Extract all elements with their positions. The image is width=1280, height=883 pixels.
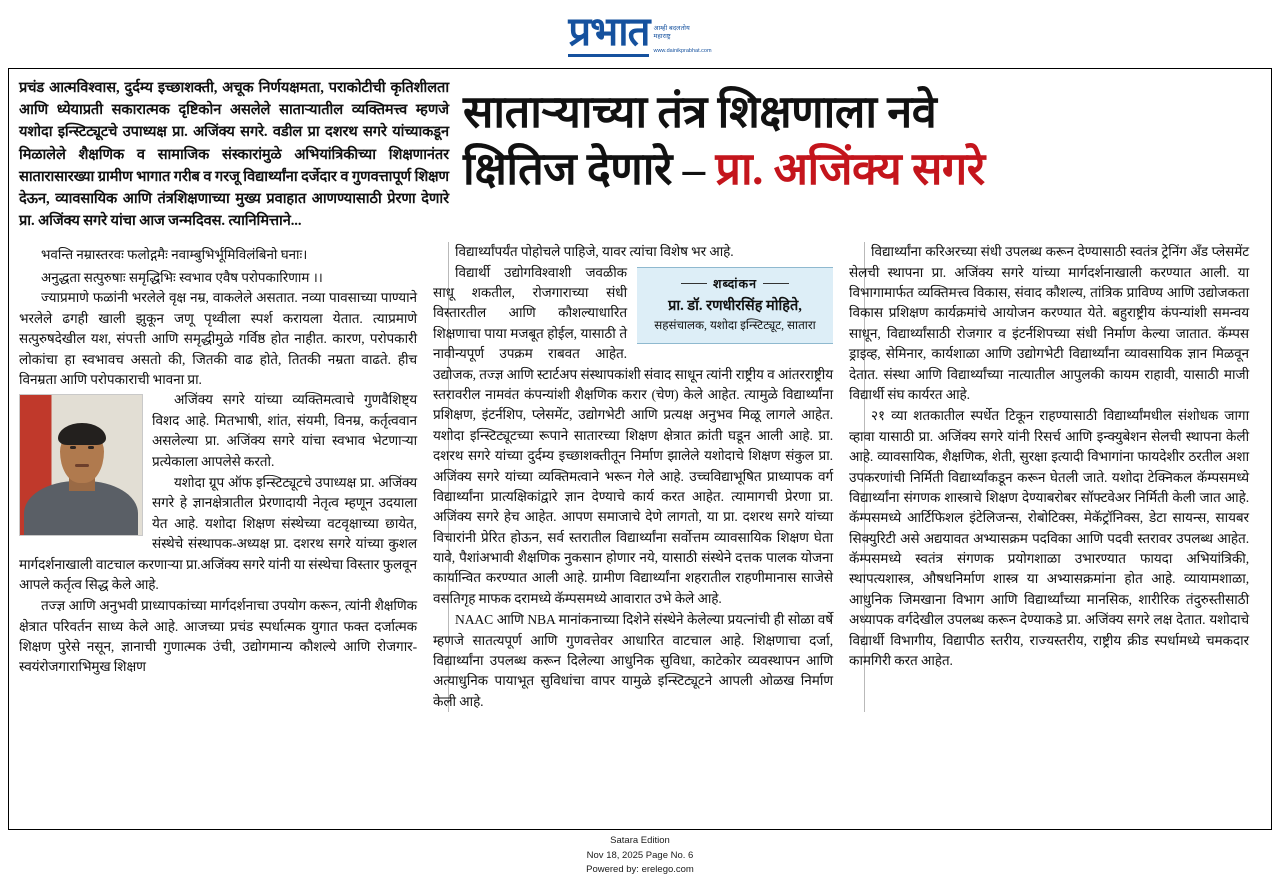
headline-line-2 [463,142,1261,197]
column-3 [849,242,1249,712]
body-columns [19,242,1261,712]
col1-para-3: यशोदा ग्रूप ऑफ इन्स्टिट्यूटचे उपाध्यक्ष प्रा. अजिंक्य सगरे हे ज्ञानक्षेत्रातील प्रेरणादायी नेतृत्व म्हणून उदयाला येत आहे. यशोदा शिक्षण संस्थेच्या वटवृक्षाच्या छायेत, संस्थेचे संस्थापक-अध्यक्ष प्रा. दशरथ सगरे यांच्या कुशल मार्गदर्शनाखाली वाटचाल करणार्‍या प्रा.अजिंक्य सगरे यांनी या संस्थेचा विस्तार फुलवून आपले कर्तृत्व सिद्ध केले आहे. [19,474,417,592]
logo-url: www.dainikprabhat.com [653,48,712,54]
dash-right-icon [763,283,789,284]
footer-date-page: Nov 18, 2025 Page No. 6 [586,849,694,861]
intro-paragraph: प्रचंड आत्मविश्वास, दुर्दम्य इच्छाशक्ती, अचूक निर्णयक्षमता, पराकोटीची कृतिशीलता आणि ध्येयाप्रती सकारात्मक दृष्टिकोन असलेले सातार्‍यातील व्यक्तिमत्त्व म्हणजे यशोदा इन्स्टिट्यूटचे उपाध्यक्ष प्रा. अजिंक्य सगरे. वडील प्रा दशरथ सगरे यांच्याकडून मिळालेले शैक्षणिक व सामाजिक संस्कारांमुळे अभियांत्रिकीच्या शिक्षणानंतर सातारासारख्या ग्रामीण भागात गरीब व गरजू विद्यार्थ्यांना दर्जेदार व गुणवत्तापूर्ण शिक्षण देऊन, व्यावसायिक आणि तंत्रशिक्षणाच्या मुख्य प्रवाहात आणण्यासाठी प्रेरणा देणारे प्रा. अजिंक्य सगरे यांचा आज जन्मदिवस. त्यानिमित्ताने... [19,80,449,230]
headline-line-2-black: क्षितिज देणारे – [463,143,705,194]
headline [463,77,1261,197]
col3-para-2: २१ व्या शतकातील स्पर्धेत टिकून राहण्यासाठी विद्यार्थ्यांमधील संशोधक जागा व्हावा यासाठी प्रा. अजिंक्य सगरे यांनी रिसर्च आणि इन्क्युबेशन सेलची स्थापना केली आहे. व्यावसायिक, शैक्षणिक, शेती, सुरक्षा इत्यादी विभागांना फायदेशीर ठरतील अशा उपकरणांची निर्मिती विद्यार्थ्यांकडून करून घेतली जाते. यशोदा टेक्निकल कॅम्पसमध्ये विद्यार्थ्यांना संगणक शास्त्राचे शिक्षण देण्याबरोबर सॉफ्टवेअर निर्मिती केली जात आहे. कॅम्पसमध्ये आर्टिफिशल इंटेलिजन्स, रोबोटिक्स, मेकॅट्रॉनिक्स, डेटा सायन्स, सायबर सिक्युरिटी असे अद्ययावत अभ्यासक्रम पदविका आणि पदवी स्तरावर उपलब्ध आहेत. कॅम्पसमध्ये स्वतंत्र संगणक प्रयोगशाळा उभारण्यात फायदा अभियांत्रिकी, स्थापत्यशास्त्र, औषधनिर्माण शास्त्र या अभ्यासक्रमांना होत आहे. व्यायामशाळा, आधुनिक जिमखाना विभाग आणि विद्यार्थ्यांच्या मानसिक, शारीरिक तंदुरुस्तीसाठी अध्यापक वर्गदेखील उपलब्ध करून देण्याकडे प्रा. अजिंक्य सगरे लक्ष देतात. यशोदाचे विद्यार्थी विभागीय, विद्यापीठ स्तरीय, राज्यस्तरीय, राष्ट्रीय क्रीड स्पर्धामध्ये चमकदार कामगिरी करत आहेत. [849,408,1249,669]
col1-para-1: ज्याप्रमाणे फळांनी भरलेले वृक्ष नम्र, वाकलेले असतात. नव्या पावसाच्या पाण्याने भरलेले ढगही खाली झुकून जणू पृथ्वीला स्पर्श करायला येतात. त्याप्रमाणे सत्पुरुषदेखील यश, संपत्ती आणि समृद्धीमुळे गर्विष्ठ होत नाहीत. कारण, परोपकारी लोकांचा हा स्वभावच असतो की, जितकी वाढ होते, तितकी नम्रता वाढते. हीच विनम्रता आणि परोपकाराची भावना प्रा. [19,290,417,387]
column-1 [19,242,417,712]
verse-line-2: अनुद्धता सत्पुरुषाः समृद्धिभिः स्वभाव एवैष परोपकारिणाम ।। [41,270,323,286]
verse-line-1: भवन्ति नम्रास्तरवः फलोद्गमैः नवाम्बुभिर्भूमिविलंबिनो घनाः। [41,247,308,263]
col2-para-1: विद्यार्थ्यांपर्यंत पोहोचले पाहिजे, यावर त्यांचा विशेष भर आहे. [455,244,734,260]
page-footer [0,834,1280,877]
credit-kicker-label: शब्दांकन [712,276,758,291]
col2-para-3: NAAC आणि NBA मानांकनाच्या दिशेने संस्थेने केलेल्या प्रयत्नांची ही सोळा वर्षे म्हणजे सातत्यपूर्ण आणि गुणवत्तेवर आधारित वाटचाल आहे. शिक्षणाचा दर्जा, विद्यार्थ्यांना उपलब्ध करून दिलेल्या आधुनिक सुविधा, काटेकोर व्यवस्थापन आणि अत्याधुनिक पायाभूत सुविधांचा वापर यामुळे इन्स्टिट्यूटने आपली ओळख निर्माण केली आहे. [433,612,833,709]
headline-line-1: सातार्‍याच्या तंत्र शिक्षणाला नवे [463,87,937,137]
credit-role: सहसंचालक, यशोदा इन्स्टिट्यूट, सातारा [654,318,816,333]
photo-mouth [75,464,89,467]
headline-zone [19,77,1261,232]
footer-powered-by: Powered by: erelego.com [586,863,694,875]
col1-para-4: तज्ज्ञ आणि अनुभवी प्राध्यापकांच्या मार्गदर्शनाचा उपयोग करून, त्यांनी शैक्षणिक क्षेत्रात परिवर्तन साध्य केले आहे. आजच्या प्रचंड स्पर्धात्मक युगात फक्त दर्जात्मक शिक्षण पुरेसे नसून, ज्ञानाची गुणात्मक उंची, उद्योगमान्य कौशल्ये आणि रोजगार-स्वयंरोजगाराभिमुख शिक्षण [19,598,417,675]
prabhat-logo[interactable] [568,9,712,54]
col2-para-2: विद्यार्थी उद्योगविश्वाशी जवळीक साधू शकतील, रोजगाराच्या संधी विस्तारतील आणि कौशल्याधारित शिक्षणाचा पाया मजबूत होईल, यासाठी ते नावीन्यपूर्ण उपक्रम राबवत आहेत. उद्योजक, तज्ज्ञ आणि स्टार्टअप संस्थापकांशी संवाद साधून त्यांनी राष्ट्रीय व आंतरराष्ट्रीय स्तरावरील नामवंत कंपन्यांशी शैक्षणिक करार (चेण) केले आहेत. त्यामुळे विद्यार्थ्यांना प्रशिक्षण, इंटर्नशिप, प्लेसमेंट, उद्योगभेटी आणि प्रत्यक्ष अनुभव मिळू लागले आहेत. यशोदा इन्स्टिट्यूटच्या रूपाने सातारच्या शिक्षण क्षेत्रात क्रांती घडून आली आहे. प्रा. दशरथ सगरे यांच्या दुर्दम्य इच्छाशक्तीतून निर्माण झालेले यशोदाचे शिक्षण संकुल प्रा. अजिंक्य सगरे यांच्या व्यक्तिमत्वाने भरून गेले आहे. उच्चविद्याभूषित प्राध्यापक वर्ग विद्यार्थ्यांना प्रात्यक्षिकांद्वारे ज्ञान देण्याचे कार्य करत आहेत. त्यामागची प्रेरणा प्रा. अजिंक्य सगरे हेच आहेत. आपण समाजाचे देणे लागतो, या प्रा. दशरथ सगरे यांच्या विचारांनी प्रेरित होऊन, सर्व स्तरातील विद्यार्थ्यांना सर्वोत्तम व्यावसायिक शिक्षण घेता यावे, पैशांअभावी शैक्षणिक नुकसान होणार नये, यासाठी संस्थेने दत्तक पालक योजना कार्यान्वित करण्यात आली आहे. ग्रामीण विद्यार्थ्यांना शहरातील राहणीमानास साजेसे वसतिगृह माफक दरामध्ये कॅम्पसमध्ये आवारात उभे केले आहे. [433,264,833,606]
col3-para-1: विद्यार्थ्यांना करिअरच्या संधी उपलब्ध करून देण्यासाठी स्वतंत्र ट्रेनिंग अँड प्लेसमेंट सेलची स्थापना प्रा. अजिंक्य सगरे यांच्या मार्गदर्शनाखाली करण्यात आली. या विभागामार्फत व्यक्तिमत्त्व विकास, संवाद कौशल्य, तांत्रिक प्राविण्य आणि उद्योजकता विकास प्रशिक्षण कार्यक्रमांचे आयोजन करण्यात येते. बहुराष्ट्रीय कंपन्यांशी समन्वय साधून, विद्यार्थ्यांसाठी रोजगार व इंटर्नशिपच्या संधी निर्माण केल्या जातात. कॅम्पस ड्राइव्ह, सेमिनार, कार्यशाळा आणि उद्योगभेटी विद्यार्थ्यांना व्यावसायिक ज्ञान मिळवून देतात. संस्था आणि विद्यार्थ्यांच्या नात्यातील आपुलकी कायम राहावी, यासाठी माजी विद्यार्थी संघ कार्यरत आहे. [849,244,1249,402]
footer-edition: Satara Edition [610,835,670,847]
credit-box [637,267,833,344]
dash-left-icon [681,283,707,284]
credit-kicker [645,275,825,292]
logo-wordmark: प्रभात [568,9,650,54]
photo-hair [58,423,106,445]
col1-para-2: अजिंक्य सगरे यांच्या व्यक्तिमत्वाचे गुणवैशिष्ट्य विशद आहे. मितभाषी, शांत, संयमी, विनम्र, कर्तृत्ववान असलेल्या प्रा. अजिंक्य सगरे यांचा स्वभाव भेटणार्‍या प्रत्येकाला आपलेसे करतो. [152,392,417,469]
credit-name: प्रा. डॉ. रणधीरसिंह मोहिते, [668,297,802,314]
article-frame [8,68,1272,830]
column-2 [433,242,833,712]
author-photo [19,394,143,536]
headline-line-2-red: प्रा. अजिंक्य सगरे [715,143,985,194]
masthead [0,0,1280,66]
logo-tagline: आम्ही बदलतोय महाराष्ट्र [653,24,690,40]
